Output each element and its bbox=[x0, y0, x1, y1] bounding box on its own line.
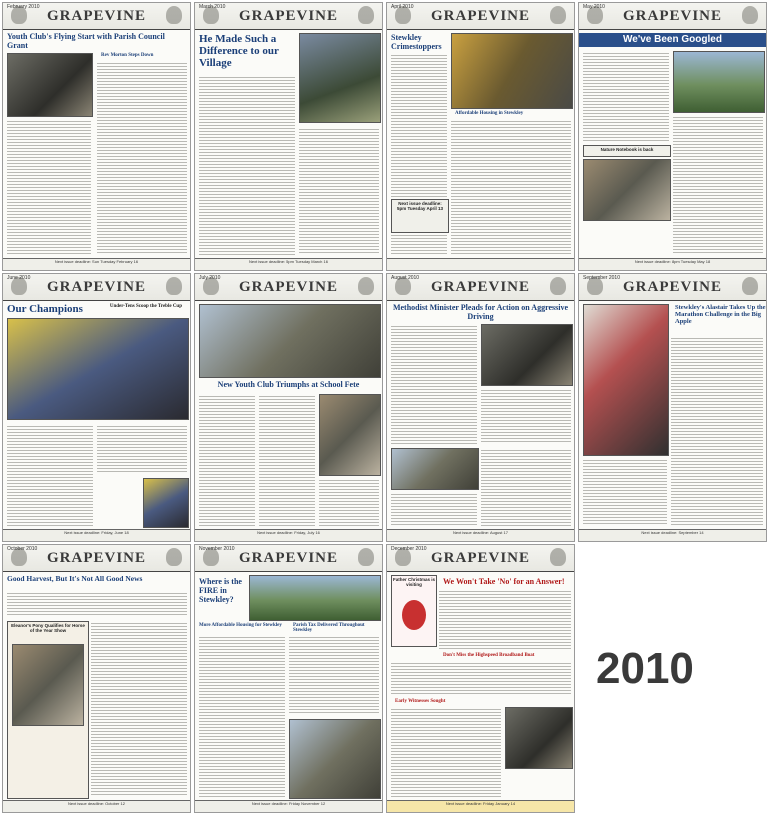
player-photo bbox=[143, 478, 189, 528]
banner-text: Nature Notebook is back bbox=[600, 147, 654, 152]
newsletter-page-october bbox=[2, 544, 191, 813]
subheadline: Early Witnesses Sought bbox=[395, 699, 446, 704]
article-text bbox=[7, 591, 187, 617]
subheadline: Affordable Housing in Stewkley bbox=[455, 111, 524, 116]
masthead-title: GRAPEVINE bbox=[46, 279, 146, 295]
vine-leaf-icon bbox=[742, 6, 758, 24]
article-text bbox=[391, 492, 477, 526]
next-issue-deadline: Next issue deadline: Friday January 14 bbox=[387, 800, 574, 812]
car-photo bbox=[505, 707, 573, 769]
next-issue-deadline: Next issue deadline: 5pm Tuesday March 16 bbox=[195, 258, 382, 270]
article-text bbox=[199, 635, 285, 797]
newsletter-page-july bbox=[194, 273, 383, 542]
headline: He Made Such a Difference to our Village bbox=[199, 33, 279, 69]
next-issue-deadline: Next issue deadline: Friday, June 18 bbox=[3, 529, 190, 541]
subheadline: Under-Tens Scoop the Treble Cup bbox=[109, 304, 182, 309]
subheadline: Don't Miss the Highspeed Broadband Boat bbox=[443, 653, 535, 658]
santa-icon bbox=[402, 600, 426, 630]
article-text bbox=[451, 119, 571, 255]
masthead-title: GRAPEVINE bbox=[238, 550, 338, 566]
pony-story-box bbox=[7, 621, 89, 799]
next-issue-deadline: Next issue deadline: Sun Tuesday February 16 bbox=[3, 258, 190, 270]
nature-notebook-banner bbox=[583, 145, 671, 157]
article-text bbox=[299, 127, 379, 255]
vine-leaf-icon bbox=[550, 6, 566, 24]
team-photo bbox=[7, 318, 189, 420]
pony-photo bbox=[12, 644, 84, 726]
article-text bbox=[481, 448, 571, 526]
box-title: Eleanor's Pony Qualifies for Horse of the Year Show bbox=[11, 623, 85, 633]
newsletter-page-may bbox=[578, 2, 767, 271]
issue-date: March 2010 bbox=[199, 4, 226, 10]
article-text bbox=[289, 635, 379, 715]
next-issue-deadline: Next issue deadline: 8pm Tuesday May 18 bbox=[579, 258, 766, 270]
headline: Good Harvest, But It's Not All Good News bbox=[7, 574, 143, 583]
headline: We Won't Take 'No' for an Answer! bbox=[443, 577, 565, 586]
article-text bbox=[199, 75, 295, 255]
issue-date: August 2010 bbox=[391, 275, 420, 281]
masthead-title: GRAPEVINE bbox=[430, 279, 530, 295]
vine-leaf-icon bbox=[358, 277, 374, 295]
issue-date: February 2010 bbox=[7, 4, 40, 10]
article-text bbox=[673, 115, 763, 255]
masthead bbox=[195, 545, 382, 572]
article-text bbox=[199, 394, 255, 526]
article-text bbox=[91, 621, 187, 797]
vine-leaf-icon bbox=[166, 6, 182, 24]
headline: We've Been Googled bbox=[579, 33, 766, 47]
masthead bbox=[387, 3, 574, 30]
headline: Stewkley's Alastair Takes Up the Marathon Challenge in the Big Apple bbox=[675, 304, 766, 325]
headline: Stewkley Crimestoppers bbox=[391, 33, 442, 51]
box-title: Father Christmas is visiting bbox=[393, 577, 436, 587]
masthead bbox=[195, 274, 382, 301]
subheadline: Rev Morton Steps Down bbox=[101, 53, 154, 58]
next-issue-deadline: Next issue deadline: October 12 bbox=[3, 800, 190, 812]
hawk-photo bbox=[583, 159, 671, 221]
next-issue-deadline: Next issue deadline: Friday, July 16 bbox=[195, 529, 382, 541]
masthead bbox=[3, 3, 190, 30]
headline: Youth Club's Flying Start with Parish Council Grant bbox=[7, 32, 165, 50]
headline: Our Champions bbox=[7, 303, 83, 315]
newsletter-collage bbox=[2, 2, 766, 814]
subheadline: Parish Tax Delivered Throughout Stewkley bbox=[293, 623, 365, 633]
fire-station-photo bbox=[249, 575, 381, 621]
runner-photo bbox=[583, 304, 669, 456]
fete-photo bbox=[199, 304, 381, 378]
headline: Methodist Minister Pleads for Action on Aggressive Driving bbox=[392, 303, 569, 321]
headline: New Youth Club Triumphs at School Fete bbox=[217, 380, 360, 389]
road-photo bbox=[391, 448, 479, 490]
masthead-title: GRAPEVINE bbox=[430, 550, 530, 566]
masthead-title: GRAPEVINE bbox=[46, 8, 146, 24]
page-footer bbox=[387, 258, 574, 270]
issue-date: November 2010 bbox=[199, 546, 235, 552]
article-text bbox=[7, 119, 91, 255]
masthead bbox=[387, 545, 574, 572]
year-label: 2010 bbox=[596, 644, 694, 693]
vine-leaf-icon bbox=[742, 277, 758, 295]
gravestone-photo bbox=[289, 719, 381, 799]
year-panel bbox=[578, 544, 767, 813]
issue-date: May 2010 bbox=[583, 4, 605, 10]
article-text bbox=[391, 324, 477, 444]
next-issue-deadline: Next issue deadline: Friday November 12 bbox=[195, 800, 382, 812]
article-text bbox=[439, 589, 571, 649]
masthead-title: GRAPEVINE bbox=[238, 279, 338, 295]
article-text bbox=[259, 394, 315, 526]
issue-date: October 2010 bbox=[7, 546, 38, 552]
minister-photo bbox=[481, 324, 573, 386]
article-text bbox=[97, 61, 187, 255]
newsletter-page-april bbox=[386, 2, 575, 271]
next-issue-deadline: Next issue deadline: September 14 bbox=[579, 529, 766, 541]
article-text bbox=[671, 336, 763, 526]
masthead bbox=[579, 274, 766, 301]
masthead bbox=[579, 3, 766, 30]
vine-leaf-icon bbox=[358, 548, 374, 566]
article-text bbox=[583, 51, 669, 141]
masthead-title: GRAPEVINE bbox=[622, 279, 722, 295]
masthead-title: GRAPEVINE bbox=[430, 8, 530, 24]
subheadline: More Affordable Housing for Stewkley bbox=[199, 623, 282, 628]
masthead-title: GRAPEVINE bbox=[46, 550, 146, 566]
article-text bbox=[391, 707, 501, 797]
headline: Where is the FIRE in Stewkley? bbox=[199, 577, 242, 604]
vine-leaf-icon bbox=[166, 277, 182, 295]
masthead bbox=[195, 3, 382, 30]
vine-leaf-icon bbox=[166, 548, 182, 566]
newsletter-page-september bbox=[578, 273, 767, 542]
newsletter-page-december bbox=[386, 544, 575, 813]
article-text bbox=[97, 424, 187, 474]
masthead bbox=[3, 545, 190, 572]
vine-leaf-icon bbox=[550, 277, 566, 295]
vine-leaf-icon bbox=[358, 6, 374, 24]
article-text bbox=[481, 388, 571, 444]
newsletter-page-june bbox=[2, 273, 191, 542]
issue-date: September 2010 bbox=[583, 275, 620, 281]
scarecrow-photo bbox=[319, 394, 381, 476]
notice-box bbox=[391, 199, 449, 233]
notice-text: Next issue deadline: 5pm Tuesday April 13 bbox=[396, 201, 443, 211]
article-text bbox=[583, 458, 667, 526]
vine-leaf-icon bbox=[550, 548, 566, 566]
newsletter-page-february bbox=[2, 2, 191, 271]
article-text bbox=[319, 478, 379, 526]
masthead-title: GRAPEVINE bbox=[238, 8, 338, 24]
issue-date: July 2010 bbox=[199, 275, 221, 281]
issue-date: December 2010 bbox=[391, 546, 427, 552]
newsletter-page-august bbox=[386, 273, 575, 542]
village-photo bbox=[673, 51, 765, 113]
newsletter-page-march bbox=[194, 2, 383, 271]
masthead bbox=[3, 274, 190, 301]
portrait-photo bbox=[299, 33, 381, 123]
next-issue-deadline: Next issue deadline: August 17 bbox=[387, 529, 574, 541]
newsletter-page-november bbox=[194, 544, 383, 813]
article-text bbox=[7, 424, 93, 526]
article-text bbox=[391, 661, 571, 695]
father-christmas-box bbox=[391, 575, 437, 647]
masthead-title: GRAPEVINE bbox=[622, 8, 722, 24]
youth-club-photo bbox=[7, 53, 93, 117]
masthead bbox=[387, 274, 574, 301]
issue-date: June 2010 bbox=[7, 275, 31, 281]
drama-photo bbox=[451, 33, 573, 109]
issue-date: April 2010 bbox=[391, 4, 414, 10]
